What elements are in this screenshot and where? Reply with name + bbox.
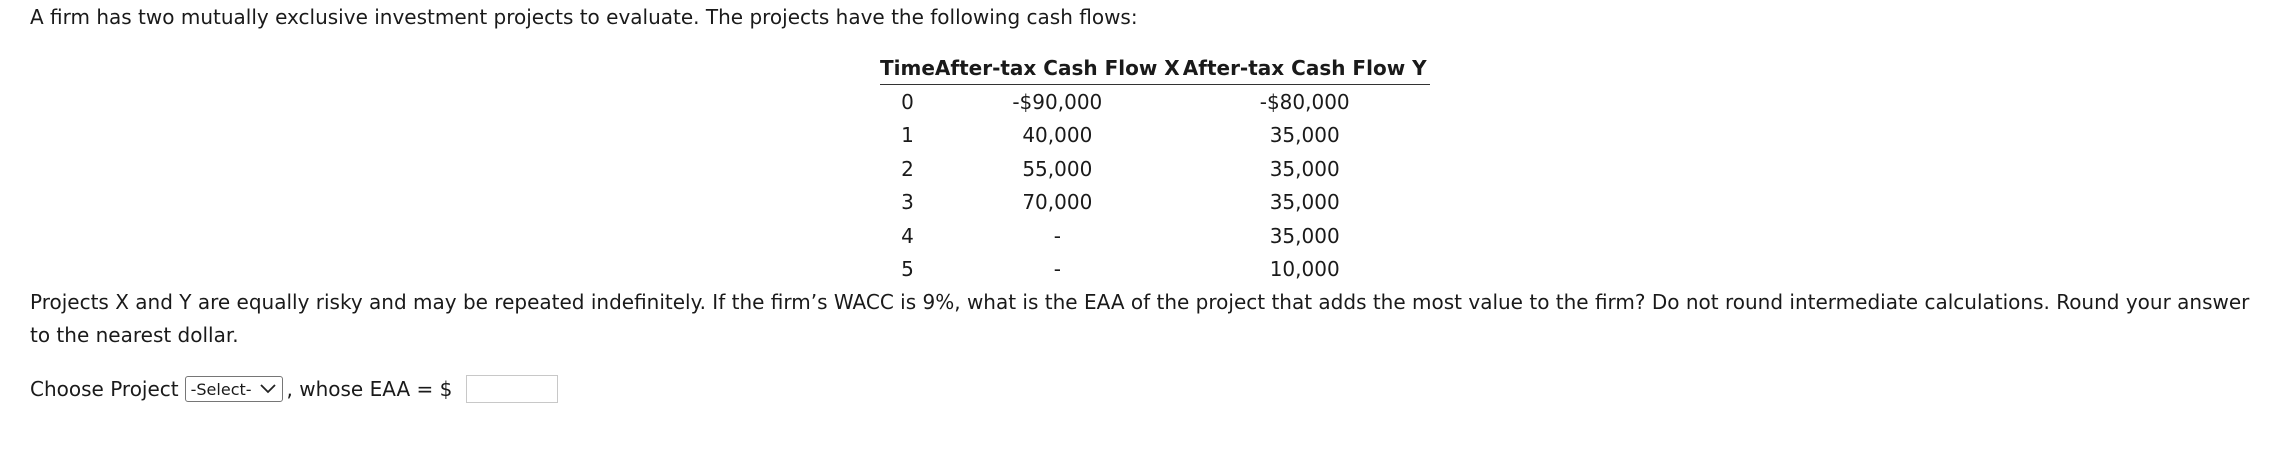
cell-time: 0 [901,89,914,114]
question-page [30,0,2250,401]
cash-flow-table [880,54,1430,286]
table-row [880,219,1430,253]
cell-time: 1 [901,123,914,148]
intro-text: A firm has two mutually exclusive investment projects to evaluate. The projects have the following cash flows: [30,5,1138,29]
cell-cash-flow-x: - [1053,257,1061,282]
table-row [880,253,1430,287]
cash-flow-table-wrapper [880,54,1430,286]
project-select-value: -Select- [190,379,252,399]
header-cash-flow-y: After-tax Cash Flow Y [1180,54,1430,85]
cell-cash-flow-y: 35,000 [1269,190,1340,215]
cell-time: 2 [901,156,914,181]
eaa-answer-input[interactable] [466,375,558,403]
cell-time: 3 [901,190,914,215]
cell-cash-flow-x: 40,000 [1022,123,1093,148]
cell-cash-flow-y: 35,000 [1269,223,1340,248]
cell-time: 5 [901,257,914,282]
cell-cash-flow-x: -$90,000 [1012,89,1103,114]
header-time: Time [880,54,935,85]
question-text: Projects X and Y are equally risky and may be repeated indefinitely. If the firm’s WACC is 9%, what is the EAA of the project that adds the most value to the firm? Do not round intermediate calculations. Round your answer to the nearest dollar. [30,290,2250,347]
header-cash-flow-x: After-tax Cash Flow X [935,54,1180,85]
cell-cash-flow-x: 55,000 [1022,156,1093,181]
answer-row [30,372,558,406]
cell-cash-flow-y: 35,000 [1269,123,1340,148]
cell-cash-flow-y: 35,000 [1269,156,1340,181]
choose-project-label: Choose Project [30,377,179,401]
cell-cash-flow-y: 10,000 [1269,257,1340,282]
cell-cash-flow-y: -$80,000 [1259,89,1350,114]
chevron-down-icon [258,382,278,396]
cell-time: 4 [901,223,914,248]
table-row [880,85,1430,119]
cell-cash-flow-x: 70,000 [1022,190,1093,215]
table-header-row [880,54,1430,85]
project-select[interactable] [185,376,283,402]
table-row [880,119,1430,153]
table-row [880,186,1430,220]
table-row [880,152,1430,186]
whose-eaa-label: , whose EAA = $ [286,377,453,401]
cell-cash-flow-x: - [1053,223,1061,248]
